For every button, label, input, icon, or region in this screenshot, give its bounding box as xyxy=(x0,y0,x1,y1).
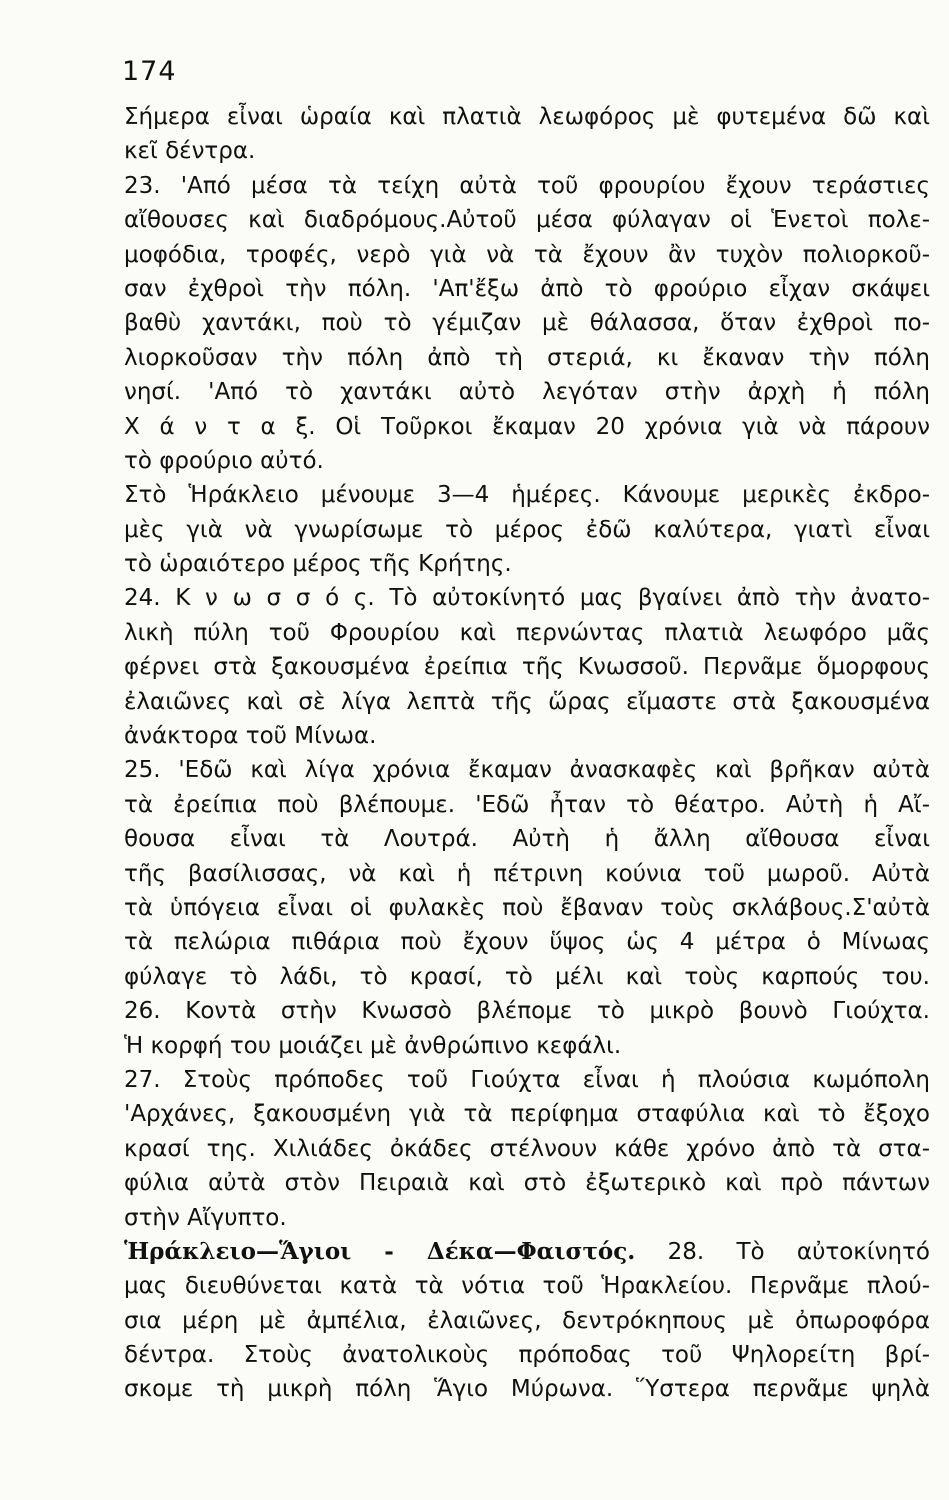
text-line: κεῖ δέντρα. xyxy=(124,138,256,165)
text-line: 26. Κοντὰ στὴν Κνωσσὸ βλέπομε τὸ μικρὸ βουνὸ Γιούχτα. xyxy=(124,998,930,1025)
section-heading: Ἡράκλειο—Ἅγιοι - Δέκα—Φαιστός. xyxy=(124,1237,636,1265)
text-line: Χ ά ν τ α ξ. Οἱ Τοῦρκοι ἔκαμαν 20 χρόνια γιὰ νὰ πάρουν xyxy=(124,413,930,440)
text-line: 'Αρχάνες, ξακουσμένη γιὰ τὰ περίφημα σταφύλια καὶ τὸ ἔξοχο xyxy=(124,1101,930,1128)
text-line: τὸ ὡραιότερο μέρος τῆς Κρήτης. xyxy=(124,551,512,578)
text-line: φύλια αὐτὰ στὸν Πειραιὰ καὶ στὸ ἐξωτερικὸ καὶ πρὸ πάντων xyxy=(124,1170,930,1197)
text-line: σαν ἐχθροὶ τὴν πόλη. 'Απ'ἔξω ἀπὸ τὸ φρούριο εἶχαν σκάψει xyxy=(124,275,930,302)
text-line: μοφόδια, τροφές, νερὸ γιὰ νὰ τὰ ἔχουν ἂν τυχὸν πολιορκοῦ- xyxy=(124,241,930,268)
text-line: τῆς βασίλισσας, νὰ καὶ ἡ πέτρινη κούνια τοῦ μωροῦ. Αὐτὰ xyxy=(124,860,930,887)
text-line: σια μέρη μὲ ἀμπέλια, ἐλαιῶνες, δεντρόκηπους μὲ ὀπωροφόρα xyxy=(124,1307,930,1334)
heading-line xyxy=(124,1235,930,1269)
text-line: 27. Στοὺς πρόποδες τοῦ Γιούχτα εἶναι ἡ πλούσια κωμόπολη xyxy=(124,1066,930,1093)
text-line: Σήμερα εἶναι ὡραία καὶ πλατιὰ λεωφόρος μὲ φυτεμένα δῶ καὶ xyxy=(124,104,930,130)
text-line: ἀνάκτορα τοῦ Μίνωα. xyxy=(124,723,377,750)
page-number: 174 xyxy=(122,56,177,87)
text-line: 23. 'Από μέσα τὰ τείχη αὐτὰ τοῦ φρουρίου ἔχουν τεράστιες xyxy=(124,172,930,199)
text-line: ἐλαιῶνες καὶ σὲ λίγα λεπτὰ τῆς ὥρας εἴμαστε στὰ ξακουσμένα xyxy=(124,688,930,715)
text-line: μὲς γιὰ νὰ γνωρίσωμε τὸ μέρος ἐδῶ καλύτερα, γιατὶ εἶναι xyxy=(124,516,930,543)
text-line: φέρνει στὰ ξακουσμένα ἐρείπια τῆς Κνωσσοῦ. Περνᾶμε ὅμορφους xyxy=(124,654,930,681)
text-line: τὰ ὑπόγεια εἶναι οἱ φυλακὲς ποὺ ἔβαναν τοὺς σκλάβους.Σ'αὐτὰ xyxy=(124,894,930,921)
text-line: θουσα εἶναι τὰ Λουτρά. Αὐτὴ ἡ ἄλλη αἴθουσα εἶναι xyxy=(124,826,930,853)
text-line: σκομε τὴ μικρὴ πόλη Ἅγιο Μύρωνα. Ὕστερα περνᾶμε ψηλὰ xyxy=(124,1376,930,1403)
text-line: αἴθουσες καὶ διαδρόμους.Αὐτοῦ μέσα φύλαγαν οἱ Ἑνετοὶ πολε- xyxy=(124,207,930,234)
text-line: τὰ πελώρια πιθάρια ποὺ ἔχουν ὕψος ὡς 4 μέτρα ὁ Μίνωας xyxy=(124,929,930,956)
text-line: βαθὺ χαντάκι, ποὺ τὸ γέμιζαν μὲ θάλασσα, ὅταν ἐχθροὶ πο- xyxy=(124,310,930,337)
text-line: 24. Κ ν ω σ σ ό ς. Τὸ αὐτοκίνητό μας βγαίνει ἀπὸ τὴν ἀνατο- xyxy=(124,585,930,612)
text-line: κρασί της. Χιλιάδες ὀκάδες στέλνουν κάθε χρόνο ἀπὸ τὰ στα- xyxy=(124,1135,930,1162)
heading-line-rest: 28. Τὸ αὐτοκίνητό xyxy=(635,1238,930,1265)
text-line: στὴν Αἴγυπτο. xyxy=(124,1204,287,1231)
text-line: νησί. 'Από τὸ χαντάκι αὐτὸ λεγόταν στὴν ἀρχὴ ἡ πόλη xyxy=(124,379,930,406)
text-line: λικὴ πύλη τοῦ Φρουρίου καὶ περνώντας πλατιὰ λεωφόρο μᾶς xyxy=(124,619,930,646)
text-line: Στὸ Ἡράκλειο μένουμε 3—4 ἡμέρες. Κάνουμε μερικὲς ἐκδρο- xyxy=(124,482,930,509)
text-line: τὸ φρούριο αὐτό. xyxy=(124,447,324,474)
body-text xyxy=(124,100,930,1407)
text-line: 25. 'Εδῶ καὶ λίγα χρόνια ἔκαμαν ἀνασκαφὲς καὶ βρῆκαν αὐτὰ xyxy=(124,757,930,784)
text-line: τὰ ἐρείπια ποὺ βλέπουμε. 'Εδῶ ἦταν τὸ θέατρο. Αὐτὴ ἡ Αἴ- xyxy=(124,791,930,818)
text-line: φύλαγε τὸ λάδι, τὸ κρασί, τὸ μέλι καὶ τοὺς καρπούς του. xyxy=(124,963,930,990)
text-line: δέντρα. Στοὺς ἀνατολικοὺς πρόποδας τοῦ Ψηλορείτη βρί- xyxy=(124,1342,930,1369)
text-line: μας διευθύνεται κατὰ τὰ νότια τοῦ Ἡρακλείου. Περνᾶμε πλού- xyxy=(124,1273,930,1300)
text-line: Ἡ κορφή του μοιάζει μὲ ἀνθρώπινο κεφάλι. xyxy=(124,1032,622,1059)
text-line: λιορκοῦσαν τὴν πόλη ἀπὸ τὴ στεριά, κι ἔκαναν τὴν πόλη xyxy=(124,344,930,371)
